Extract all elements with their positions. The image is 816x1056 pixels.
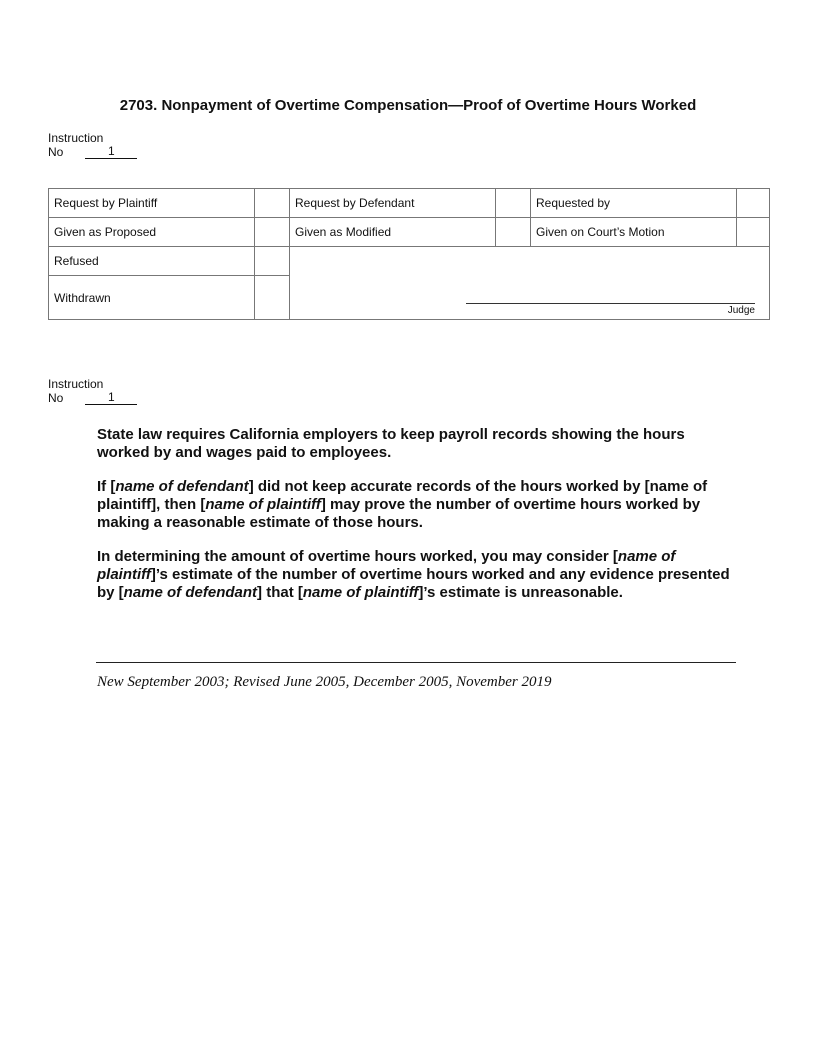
judge-signature-line[interactable] (466, 303, 755, 304)
instruction-block-2 (48, 377, 137, 405)
placeholder-plaintiff: name of plaintiff (97, 548, 676, 583)
instruction-body (97, 426, 732, 618)
instruction-block-1 (48, 131, 137, 159)
judge-signature-area (290, 247, 770, 320)
body-paragraph-1: State law requires California employers to keep payroll records showing the hours worked by and wages paid to employees. (97, 426, 685, 461)
instruction-no-label: No (48, 391, 64, 405)
placeholder-defendant: name of defendant (115, 478, 249, 495)
instruction-no-label: No (48, 145, 64, 159)
given-as-proposed-label: Given as Proposed (49, 218, 255, 247)
request-by-defendant-label: Request by Defendant (290, 189, 496, 218)
history-divider (96, 662, 736, 663)
instruction-label: Instruction (48, 131, 104, 145)
refused-checkbox[interactable] (255, 247, 290, 276)
given-on-courts-motion-checkbox[interactable] (737, 218, 770, 247)
text-run: ] may prove the number of overtime hours worked by making a reasonable estimate of those hours. (97, 496, 701, 531)
withdrawn-label: Withdrawn (49, 276, 255, 320)
body-paragraph-3 (97, 548, 732, 602)
placeholder-defendant: name of defendant (123, 584, 258, 601)
refused-label: Refused (49, 247, 255, 276)
instruction-label: Instruction (48, 377, 104, 391)
revision-history: New September 2003; Revised June 2005, December 2005, November 2019 (97, 674, 552, 690)
given-as-proposed-checkbox[interactable] (255, 218, 290, 247)
given-on-courts-motion-label: Given on Court’s Motion (531, 218, 737, 247)
instruction-status-table (48, 188, 770, 320)
judge-label: Judge (727, 305, 755, 316)
given-as-modified-checkbox[interactable] (496, 218, 531, 247)
instruction-no-value: 1 (85, 145, 137, 159)
text-run: ]’s estimate of the number of overtime hours worked and any evidence presented by [ (97, 566, 730, 601)
text-run: If [ (97, 478, 116, 495)
requested-by-label: Requested by (531, 189, 737, 218)
request-by-defendant-checkbox[interactable] (496, 189, 531, 218)
request-by-plaintiff-checkbox[interactable] (255, 189, 290, 218)
placeholder-plaintiff: name of plaintiff (205, 496, 321, 513)
body-paragraph-2 (97, 478, 732, 532)
placeholder-plaintiff: name of plaintiff (302, 584, 419, 601)
text-run: ] that [ (257, 584, 303, 601)
given-as-modified-label: Given as Modified (290, 218, 496, 247)
request-by-plaintiff-label: Request by Plaintiff (49, 189, 255, 218)
instruction-number-row (48, 145, 137, 159)
text-run: ]’s estimate is unreasonable. (418, 584, 623, 601)
text-run: In determining the amount of overtime hours worked, you may consider [ (97, 548, 618, 565)
page-title: 2703. Nonpayment of Overtime Compensation—Proof of Overtime Hours Worked (119, 97, 697, 114)
instruction-number-row (48, 391, 137, 405)
instruction-no-value: 1 (85, 391, 137, 405)
text-run: ] did not keep accurate records of the hours worked by [name of plaintiff], then [ (97, 478, 708, 513)
withdrawn-checkbox[interactable] (255, 276, 290, 320)
requested-by-checkbox[interactable] (737, 189, 770, 218)
